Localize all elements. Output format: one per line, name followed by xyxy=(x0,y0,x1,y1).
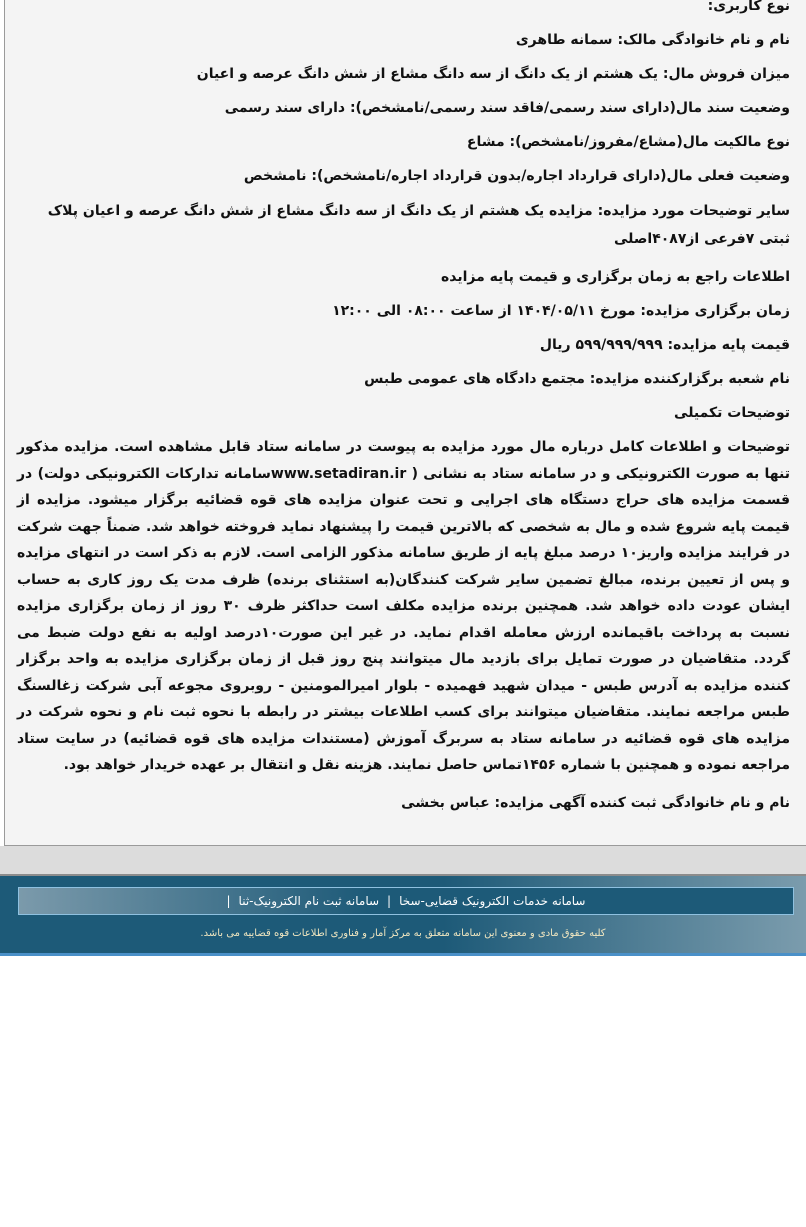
field-value: سمانه طاهری xyxy=(515,32,613,48)
section-extra-heading: توضیحات تکمیلی xyxy=(674,405,790,421)
field-label: قیمت پایه مزایده: xyxy=(667,337,790,353)
registrar-name xyxy=(17,786,790,820)
usage-type xyxy=(17,0,790,23)
field-value: مشاع xyxy=(466,134,505,150)
footer-links xyxy=(18,887,794,915)
field-value: ۵۹۹/۹۹۹/۹۹۹ ریال xyxy=(539,337,663,353)
footer-link-sakha[interactable]: سامانه خدمات الکترونیک قضایی-سخا xyxy=(399,894,586,908)
field-label: نام و نام خانوادگی مالک: xyxy=(617,32,790,48)
field-value: دارای سند رسمی xyxy=(224,100,346,116)
base-price xyxy=(17,328,790,362)
field-label: سایر توضیحات مورد مزایده: xyxy=(597,203,790,219)
field-label: نام شعبه برگزارکننده مزایده: xyxy=(589,371,790,387)
field-value: مورخ ۱۴۰۴/۰۵/۱۱ از ساعت ۰۸:۰۰ الی ۱۲:۰۰ xyxy=(332,303,636,319)
field-label: نوع مالکیت مال(مشاع/مفروز/نامشخص): xyxy=(509,134,790,150)
field-value: نامشخص xyxy=(243,168,307,184)
field-label: میزان فروش مال: xyxy=(662,66,790,82)
separator-strip xyxy=(0,846,806,876)
field-label: وضعیت سند مال(دارای سند رسمی/فاقد سند رسمی/نامشخص): xyxy=(349,100,790,116)
other-description xyxy=(17,193,790,260)
field-value: مزایده یک هشتم از یک دانگ از سه دانگ مشاع از شش دانگ عرصه و اعیان پلاک ثبتی ۷فرعی از۴۰۸۷اصلی xyxy=(47,203,790,247)
footer xyxy=(0,876,806,956)
section-timing-heading: اطلاعات راجع به زمان برگزاری و قیمت پایه مزایده xyxy=(440,269,790,285)
owner-name xyxy=(17,23,790,57)
auction-details-panel xyxy=(4,0,806,846)
field-label: زمان برگزاری مزایده: xyxy=(640,303,790,319)
field-value: مجتمع دادگاه های عمومی طبس xyxy=(364,371,585,387)
extra-description: توضیحات و اطلاعات کامل درباره مال مورد مزایده به پیوست در سامانه ستاد قابل مشاهده است. مزایده مذکور تنها به صورت الکترونیکی و در سامانه ستاد به نشانی ( www.setadiran.irسامانه تدارکات الکترونیکی دولت) در قسمت مزایده های حراج دستگاه های اجرایی و تحت عنوان مزایده های قوه قضائیه برگزار میشود. مزایده از قیمت پایه شروع شده و مال به شخصی که بالاترین قیمت را پیشنهاد نماید فروخته خواهد شد. ضمناً جهت شرکت در فرایند مزایده واریز۱۰ درصد مبلغ پایه از طریق سامانه مذکور الزامی است. لازم به ذکر است در انتهای مزایده و پس از تعیین برنده، مبالغ تضمین سایر شرکت کنندگان(به استثنای برنده) ظرف مدت یک روز کاری به حساب ایشان عودت داده خواهد شد. همچنین برنده مزایده مکلف است حداکثر ظرف ۳۰ روز از زمان برگزاری مزایده نسبت به پرداخت باقیمانده ارزش معامله اقدام نماید. در غیر این صورت۱۰درصد اولیه به نفع دولت ضبط می گردد. متقاضیان در صورت تمایل برای بازدید مال میتوانند پنج روز قبل از زمان برگزاری مزایده به واحد برگزار کننده مزایده به آدرس طبس - میدان شهید فهمیده - بلوار امیرالمومنین - روبروی مجوعه آبی شرکت زغالسنگ طبس مراجعه نمایند. متقاضیان میتوانند برای کسب اطلاعات بیشتر در رابطه با نحوه ثبت نام و نحوه شرکت در مزایده های قوه قضائیه در سامانه ستاد به سربرگ آموزش (مستندات مزایده های قوه قضائیه) در سایت ستاد مراجعه نموده و همچنین با شماره ۱۴۵۶تماس حاصل نمایند. هزینه نقل و انتقال بر عهده خریدار خواهد بود. xyxy=(17,439,790,773)
field-label: نوع کاربری: xyxy=(707,0,790,14)
current-status xyxy=(17,159,790,193)
ownership-type xyxy=(17,125,790,159)
field-value: یک هشتم از یک دانگ از سه دانگ مشاع از شش دانگ عرصه و اعیان xyxy=(196,66,658,82)
footer-separator: | xyxy=(387,894,392,908)
footer-link-sana[interactable]: سامانه ثبت نام الکترونیک-ثنا xyxy=(238,894,380,908)
field-label: نام و نام خانوادگی ثبت کننده آگهی مزایده: xyxy=(494,794,790,811)
deed-status xyxy=(17,91,790,125)
field-value: عباس بخشی xyxy=(401,794,490,811)
organizing-branch xyxy=(17,362,790,396)
auction-time xyxy=(17,294,790,328)
copyright-text: کلیه حقوق مادی و معنوی این سامانه متعلق به مرکز آمار و فناوری اطلاعات قوه قضاییه می باشد. xyxy=(200,928,606,939)
field-label: وضعیت فعلی مال(دارای قرارداد اجاره/بدون قرارداد اجاره/نامشخص): xyxy=(311,168,790,184)
footer-separator: | xyxy=(226,894,231,908)
sale-share xyxy=(17,57,790,91)
